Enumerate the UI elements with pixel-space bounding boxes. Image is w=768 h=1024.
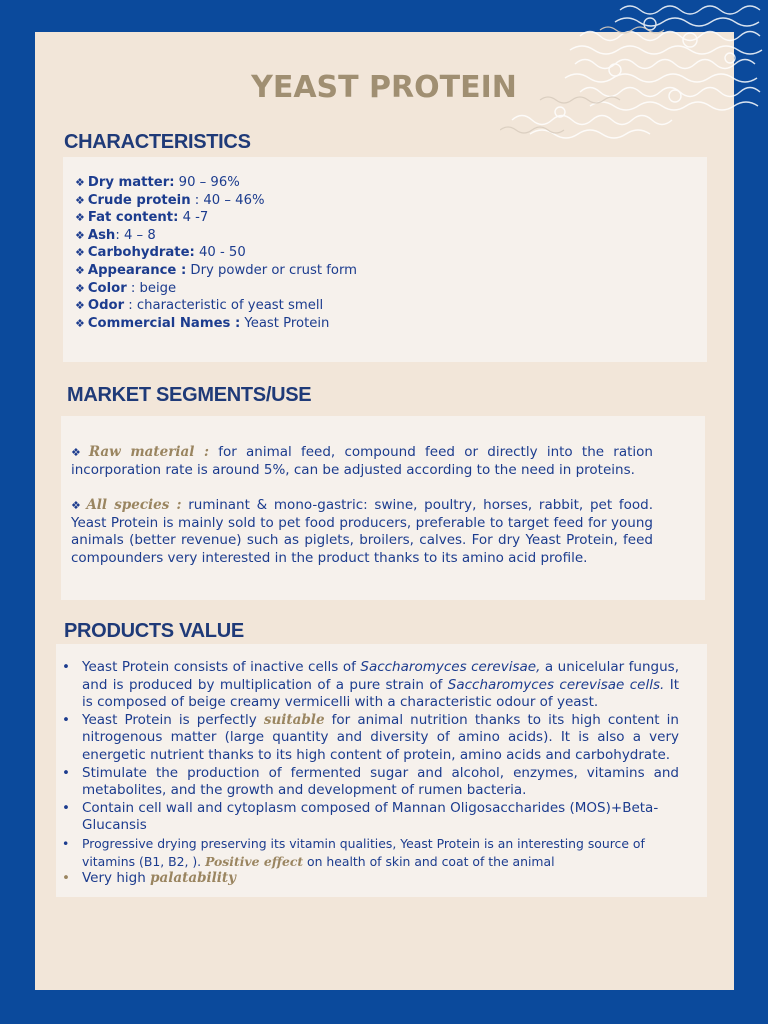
list-item: • Very high palatability	[62, 870, 679, 888]
diamond-bullet-icon: ❖	[75, 211, 85, 225]
list-item: ❖ Color : beige	[75, 280, 177, 296]
list-item: ❖ Ash: 4 – 8	[75, 227, 156, 243]
products-panel	[56, 644, 707, 897]
characteristics-list	[75, 174, 357, 332]
list-item: ❖ Appearance : Dry powder or crust form	[75, 262, 358, 278]
list-item: ❖ Commercial Names : Yeast Protein	[75, 315, 330, 331]
diamond-bullet-icon: ❖	[75, 263, 85, 277]
list-item: ❖ Carbohydrate: 40 - 50	[75, 245, 246, 261]
characteristics-panel	[63, 157, 707, 362]
diamond-bullet-icon: ❖	[75, 281, 85, 295]
diamond-bullet-icon: ❖	[75, 316, 85, 330]
list-item: • Contain cell wall and cytoplasm composed of Mannan Oligosaccharides (MOS)+Beta-Glucansis	[62, 800, 679, 835]
list-item: • Yeast Protein is perfectly suitable for animal nutrition thanks to its high content in nitrogenous matter (large quantity and diversity of amino acids). It is also a very energetic nutrient thanks to its high content of protein, amino acids and carbohydrate.	[62, 712, 679, 765]
diamond-bullet-icon: ❖	[75, 228, 85, 242]
characteristics-heading: CHARACTERISTICS	[64, 131, 251, 153]
list-item: ❖ Dry matter: 90 – 96%	[75, 175, 240, 190]
market-panel	[61, 416, 705, 600]
list-item: • Progressive drying preserving its vitamin qualities, Yeast Protein is an interesting source of vitamins (B1, B2, ). Positive effect on health of skin and coat of the animal	[62, 835, 679, 870]
products-list	[62, 659, 679, 888]
diamond-bullet-icon: ❖	[71, 499, 84, 512]
market-heading: MARKET SEGMENTS/USE	[67, 384, 312, 406]
diamond-bullet-icon: ❖	[75, 193, 85, 207]
diamond-bullet-icon: ❖	[71, 446, 86, 459]
list-item: • Stimulate the production of fermented sugar and alcohol, enzymes, vitamins and metabolites, and the growth and development of rumen bacteria.	[62, 765, 679, 800]
page-title: YEAST PROTEIN	[251, 70, 517, 105]
all-species-paragraph: ❖ All species : ruminant & mono-gastric: swine, poultry, horses, rabbit, pet food. Yeast Protein is mainly sold to pet food producers, preferable to target feed for young animals (better revenue) such as piglets, broilers, calves. For dry Yeast Protein, feed compounders very interested in the product thanks to its amino acid profile.	[71, 497, 653, 566]
list-item: ❖ Odor : characteristic of yeast smell	[75, 298, 324, 314]
raw-material-paragraph: ❖ Raw material : for animal feed, compound feed or directly into the ration incorporation rate is around 5%, can be adjusted according to the need in proteins.	[71, 444, 653, 478]
diamond-bullet-icon: ❖	[75, 176, 85, 189]
list-item: ❖ Fat content: 4 -7	[75, 210, 209, 226]
diamond-bullet-icon: ❖	[75, 246, 85, 260]
list-item: • Yeast Protein consists of inactive cells of Saccharomyces cerevisae, a unicelular fungus, and is produced by multiplication of a pure strain of Saccharomyces cerevisae cells. It is composed of beige creamy vermicelli with a characteristic odour of yeast.	[62, 659, 679, 712]
products-heading: PRODUCTS VALUE	[64, 620, 244, 642]
diamond-bullet-icon: ❖	[75, 299, 85, 313]
list-item: ❖ Crude protein : 40 – 46%	[75, 192, 265, 208]
